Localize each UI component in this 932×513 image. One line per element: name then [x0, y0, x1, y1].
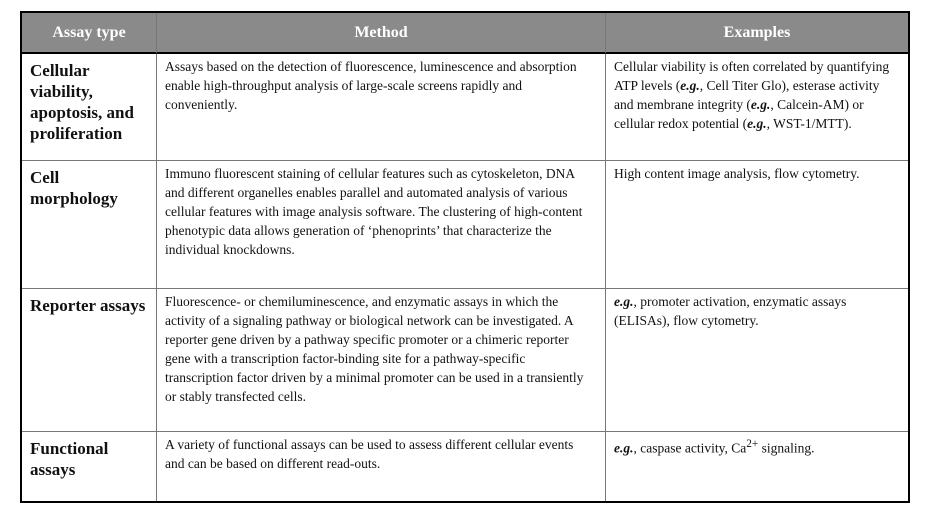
row-1-method: Assays based on the detection of fluorescence, luminescence and absorption enable high-throughput analysis of large-scale screens rapidly and conveniently.	[157, 54, 606, 161]
row-3-method: Fluorescence- or chemiluminescence, and enzymatic assays in which the activity of a signaling pathway or biological network can be investigated. A reporter gene driven by a pathway specific promoter or a chimeric reporter gene with a transcription factor-binding site for a pathway-specific transcription factor driven by a minimal promoter can be used in a transiently or stably transfected cells.	[157, 289, 606, 432]
row-2-assay-type: Cell morphology	[22, 161, 157, 289]
row-2-method: Immuno fluorescent staining of cellular features such as cytoskeleton, DNA and different organelles enables parallel and automated analysis of various cellular features with image analysis software. The clustering of high-content phenotypic data allows generation of ‘phenoprints’ that characterize the individual knockdowns.	[157, 161, 606, 289]
row-1-examples: Cellular viability is often correlated by quantifying ATP levels (e.g., Cell Titer Glo), esterase activity and membrane integrity (e.g., Calcein-AM) or cellular redox potential (e.g., WST-1/MTT).	[606, 54, 908, 161]
assay-table	[20, 11, 910, 503]
row-3-examples: e.g., promoter activation, enzymatic assays (ELISAs), flow cytometry.	[606, 289, 908, 432]
header-method: Method	[157, 13, 606, 54]
row-2-examples: High content image analysis, flow cytometry.	[606, 161, 908, 289]
row-3-assay-type: Reporter assays	[22, 289, 157, 432]
row-4-method: A variety of functional assays can be used to assess different cellular events and can be based on different read-outs.	[157, 432, 606, 501]
header-examples: Examples	[606, 13, 908, 54]
row-4-assay-type: Functional assays	[22, 432, 157, 501]
row-1-assay-type: Cellular viability, apoptosis, and proliferation	[22, 54, 157, 161]
header-assay-type: Assay type	[22, 13, 157, 54]
row-4-examples: e.g., caspase activity, $Ca^{2+}$ signaling.	[614, 438, 815, 456]
